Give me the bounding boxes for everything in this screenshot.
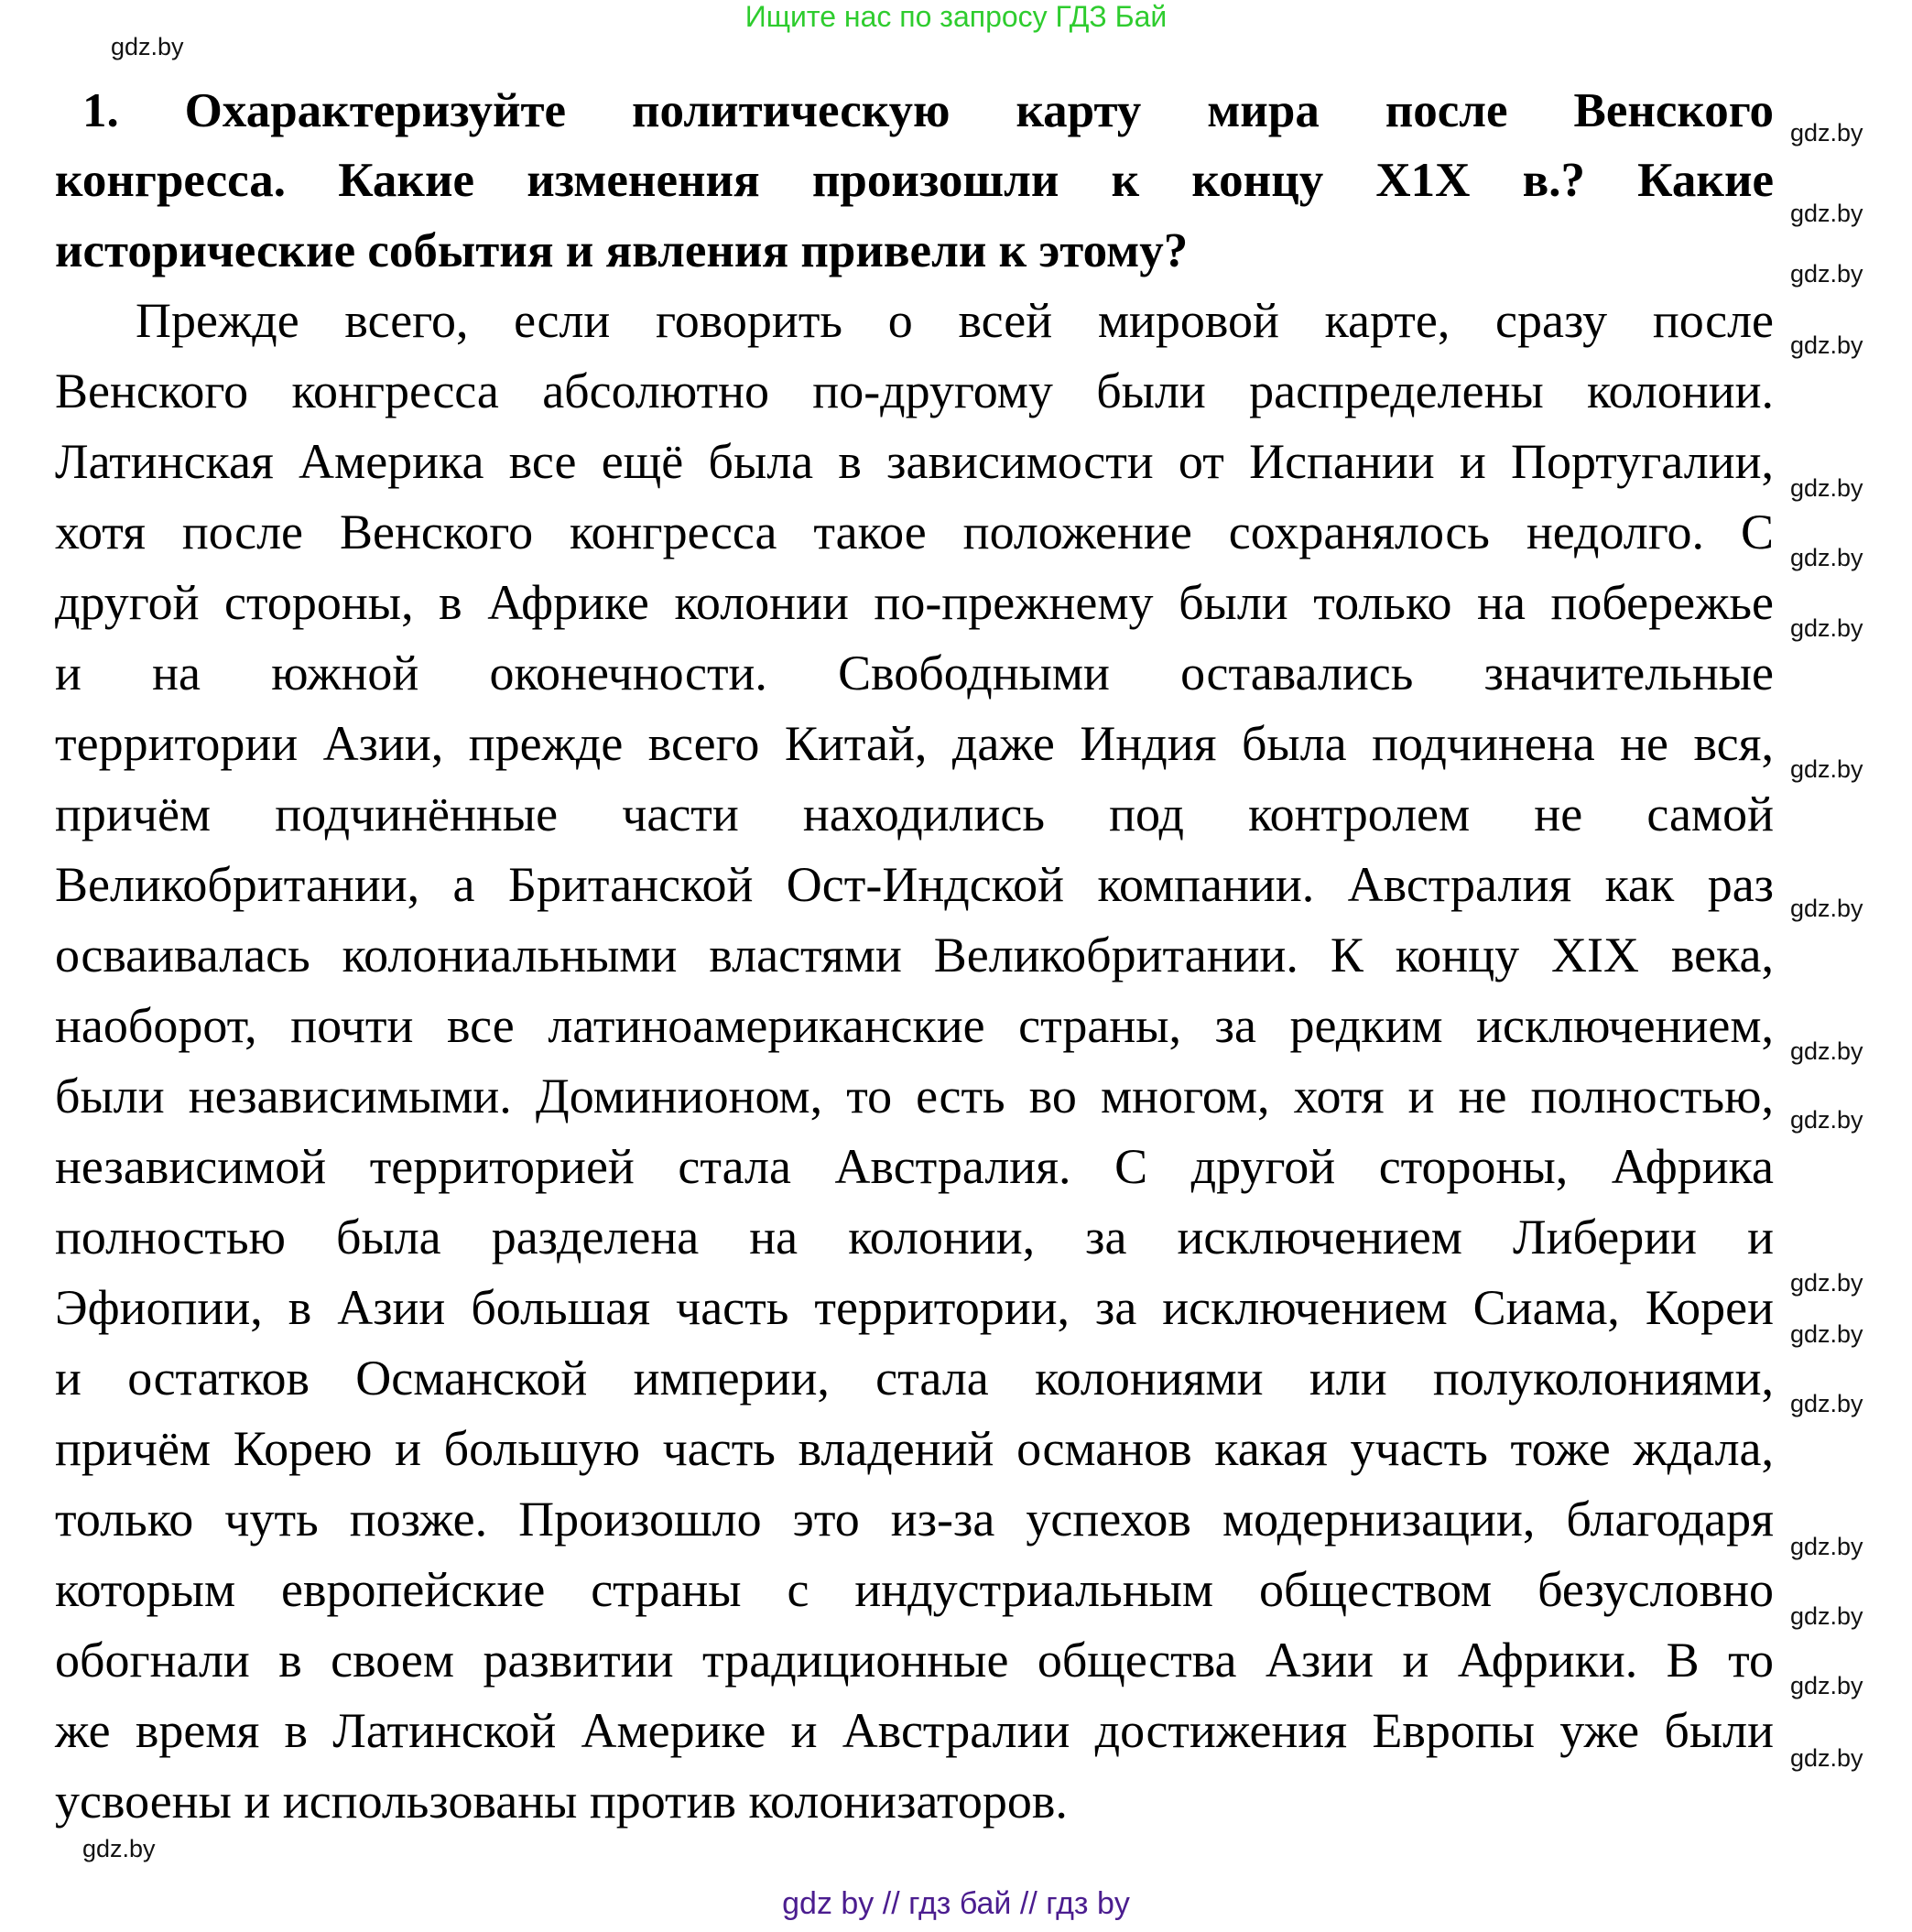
- watermark: gdz.by: [1790, 119, 1863, 147]
- answer-line: наоборот, почти все латиноамериканские страны, за редким исключением,: [55, 998, 1774, 1053]
- answer-line: другой стороны, в Африке колонии по-прежнему были только на побережье: [55, 575, 1774, 630]
- watermark: gdz.by: [1790, 1672, 1863, 1699]
- answer-line: Эфиопии, в Азии большая часть территории, за исключением Сиама, Кореи: [55, 1280, 1774, 1335]
- watermark: gdz.by: [1790, 1533, 1863, 1560]
- watermark: gdz.by: [1790, 755, 1863, 783]
- search-banner[interactable]: Ищите нас по запросу ГДЗ Бай: [744, 0, 1168, 33]
- answer-line: обогнали в своем развитии традиционные общества Азии и Африки. В то: [55, 1633, 1774, 1688]
- answer-line: полностью была разделена на колонии, за исключением Либерии и: [55, 1210, 1774, 1264]
- watermark: gdz.by: [111, 33, 184, 60]
- watermark: gdz.by: [1790, 544, 1863, 571]
- question-line: 1. Охарактеризуйте политическую карту мира после Венского: [82, 84, 1774, 137]
- answer-line: были независимыми. Доминионом, то есть во многом, хотя и не полностью,: [55, 1069, 1774, 1123]
- answer-line: и остатков Османской империи, стала колониями или полуколониями,: [55, 1351, 1774, 1406]
- answer-line: хотя после Венского конгресса такое положение сохранялось недолго. С: [55, 505, 1774, 559]
- answer-line: Венского конгресса абсолютно по-другому были распределены колонии.: [55, 364, 1774, 418]
- watermark: gdz.by: [1790, 895, 1863, 922]
- answer-line: же время в Латинской Америке и Австралии достижения Европы уже были: [55, 1703, 1774, 1758]
- answer-line: и на южной оконечности. Свободными оставались значительные: [55, 646, 1774, 700]
- answer-line: Великобритании, а Британской Ост-Индской компании. Австралия как раз: [55, 857, 1774, 912]
- watermark: gdz.by: [1790, 474, 1863, 502]
- answer-line: усвоены и использованы против колонизаторов.: [55, 1774, 1068, 1829]
- answer-line: которым европейские страны с индустриальным обществом безусловно: [55, 1562, 1774, 1617]
- answer-line: только чуть позже. Произошло это из-за успехов модернизации, благодаря: [55, 1492, 1774, 1547]
- watermark: gdz.by: [1790, 1269, 1863, 1297]
- watermark: gdz.by: [1790, 1106, 1863, 1134]
- footer-links[interactable]: gdz by // гдз бай // гдз by: [782, 1886, 1130, 1921]
- watermark: gdz.by: [1790, 1320, 1863, 1348]
- watermark: gdz.by: [1790, 1390, 1863, 1417]
- question-line: исторические события и явления привели к этому?: [55, 224, 1189, 277]
- answer-line: независимой территорией стала Австралия. С другой стороны, Африка: [55, 1139, 1774, 1194]
- watermark: gdz.by: [1790, 1602, 1863, 1630]
- watermark: gdz.by: [1790, 200, 1863, 227]
- watermark: gdz.by: [82, 1835, 156, 1862]
- answer-line: Латинская Америка все ещё была в зависимости от Испании и Португалии,: [55, 434, 1774, 489]
- answer-line: Прежде всего, если говорить о всей мировой карте, сразу после: [136, 293, 1774, 348]
- answer-line: осваивалась колониальными властями Великобритании. К концу XIX века,: [55, 928, 1774, 982]
- watermark: gdz.by: [1790, 1037, 1863, 1065]
- watermark: gdz.by: [1790, 331, 1863, 359]
- question-line: конгресса. Какие изменения произошли к концу X1X в.? Какие: [55, 154, 1774, 207]
- watermark: gdz.by: [1790, 260, 1863, 288]
- answer-line: причём Корею и большую часть владений османов какая участь тоже ждала,: [55, 1421, 1774, 1476]
- answer-line: причём подчинённые части находились под контролем не самой: [55, 787, 1774, 841]
- watermark: gdz.by: [1790, 614, 1863, 642]
- answer-line: территории Азии, прежде всего Китай, даже Индия была подчинена не вся,: [55, 716, 1774, 771]
- watermark: gdz.by: [1790, 1744, 1863, 1772]
